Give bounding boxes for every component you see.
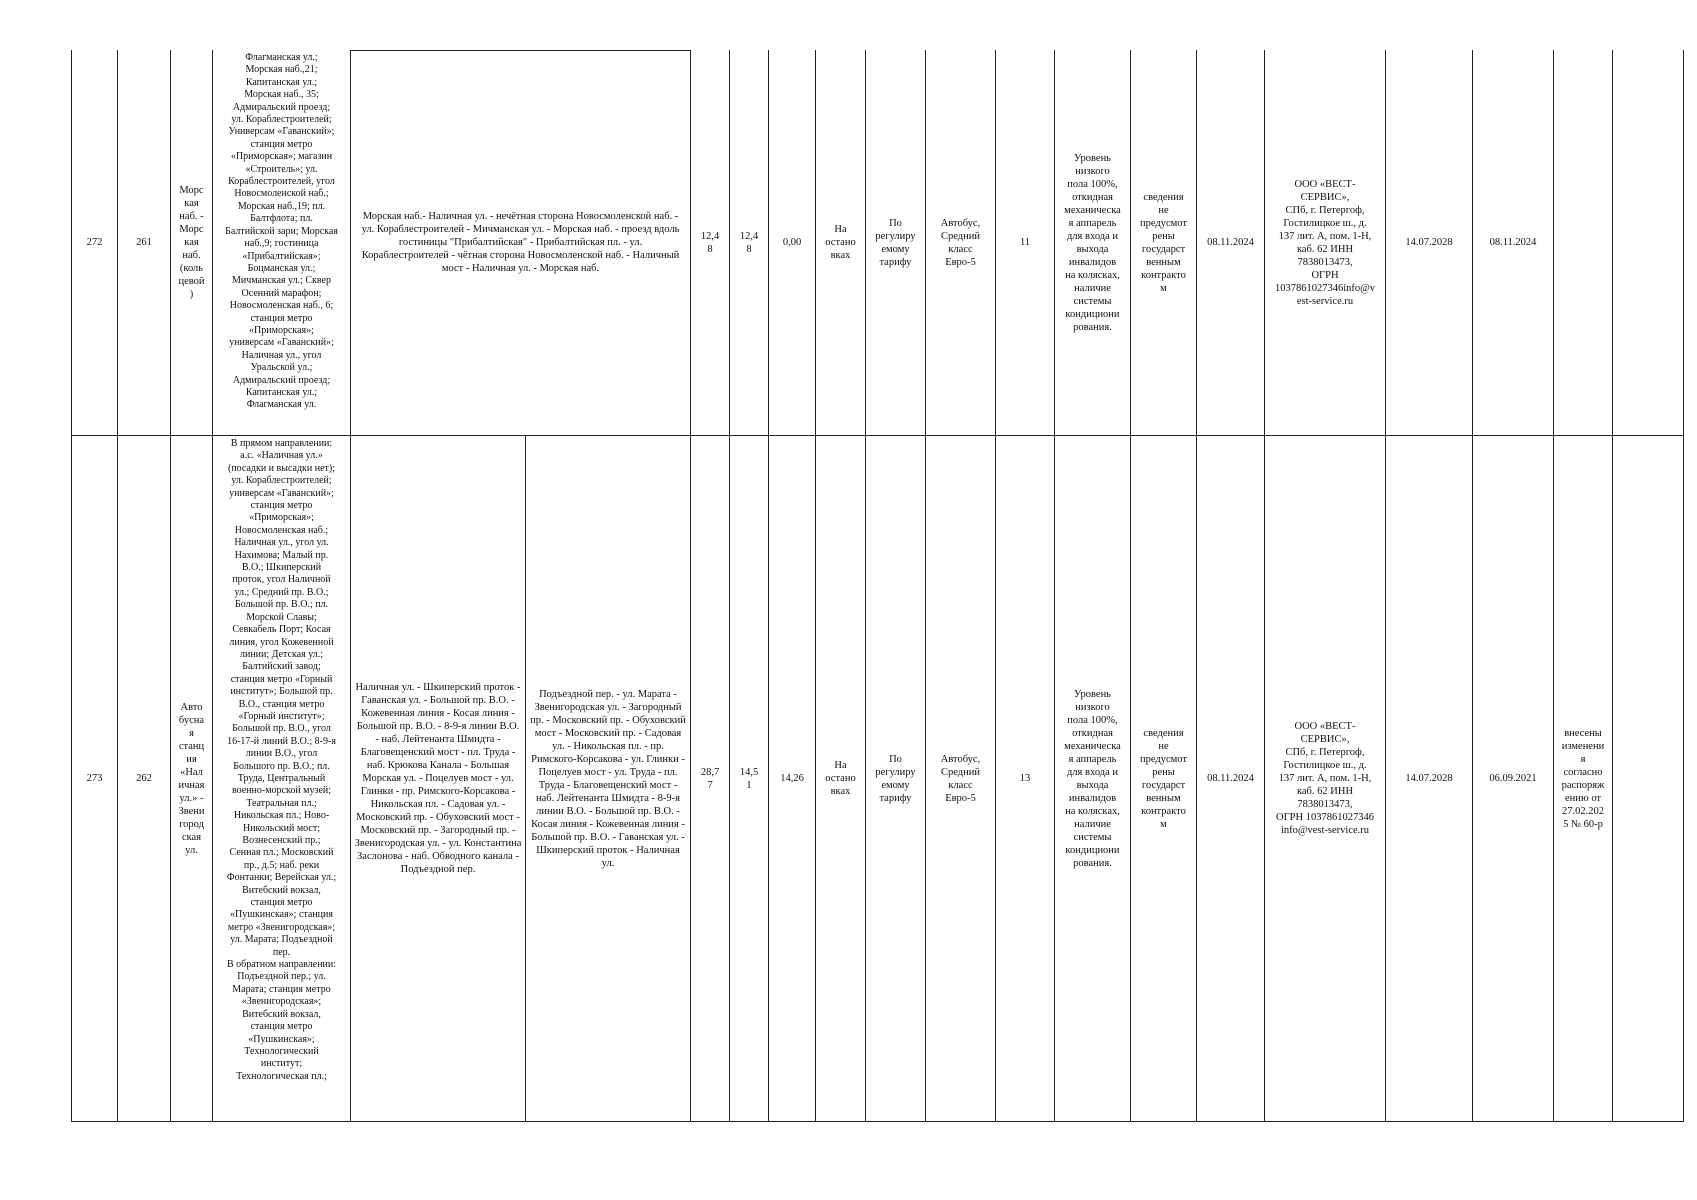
- route-length-backward: 14,26: [780, 773, 804, 784]
- row-number: 273: [86, 773, 103, 784]
- carrier-info: ООО «ВЕСТ- СЕРВИС», СПб, г. Петергоф, Гостилицкое ш., д. 137 лит. А, пом. 1-Н, каб. 62 ИНН 7838013473, ОГРН 1037861027346info@v est-service.ru: [1274, 178, 1376, 307]
- contract-info: сведения не предусмот рены государст венным контракто м: [1140, 727, 1187, 830]
- route-streets: Морская наб.- Наличная ул. - нечётная сторона Новосмоленской наб. - ул. Кораблестроителей - Мичманская ул. - Морская наб. - проезд вдоль гостиницы "Прибалтийская" - Прибалтийская пл. - ул. Кораблестроителей - чётная сторона Новосмоленской наб. - Наличный мост - Наличная ул. - Морская наб.: [361, 211, 680, 274]
- registration-number: 261: [136, 237, 152, 248]
- change-date: 06.09.2021: [1489, 773, 1537, 784]
- route-length-forward: 14,5 1: [739, 766, 759, 791]
- col-line: [1612, 50, 1613, 1122]
- carrier-info: ООО «ВЕСТ- СЕРВИС», СПб, г. Петергоф, Гостилицкое ш., д. 137 лит. А, пом. 1-Н, каб. 62 ИНН 7838013473, ОГРН 1037861027346 info@vest-service.ru: [1276, 721, 1374, 836]
- change-date: 08.11.2024: [1489, 237, 1537, 248]
- vehicle-count: 11: [1019, 237, 1031, 248]
- note: внесены изменени я согласно распоряж ению от 27.02.202 5 № 60-р: [1561, 727, 1605, 830]
- route-length-total: 12,4 8: [700, 230, 720, 255]
- tariff-type: По регулиру емому тарифу: [875, 753, 916, 804]
- route-length-forward: 12,4 8: [739, 230, 759, 255]
- route-name: Морс кая наб. - Морс кая наб. (коль цевой ): [178, 185, 205, 300]
- row-number: 272: [86, 237, 103, 248]
- vehicle-features: Уровень низкого пола 100%, откидная механическа я аппарель для входа и выхода инвалидов на колясках, наличие системы кондициони рования.: [1064, 152, 1121, 333]
- route-length-backward: 0,00: [782, 237, 802, 248]
- end-date: 14.07.2028: [1405, 773, 1453, 784]
- note: [1554, 50, 1612, 435]
- table-bottom-border: [71, 1121, 1684, 1122]
- boarding-mode: На остано вках: [825, 224, 856, 261]
- start-date: 08.11.2024: [1207, 773, 1254, 784]
- tariff-type: По регулиру емому тарифу: [875, 217, 916, 268]
- route-length-total: 28,7 7: [700, 766, 720, 791]
- contract-info: сведения не предусмот рены государст венным контракто м: [1140, 191, 1187, 294]
- end-date: 14.07.2028: [1405, 237, 1453, 248]
- vehicle-class: Автобус, Средний класс Евро-5: [940, 753, 981, 804]
- route-name: Авто бусна я станц ия «Нал ичная ул.» - Звени город ская ул.: [178, 701, 205, 856]
- route-streets-backward: Подъездной пер. - ул. Марата - Звенигородская ул. - Загородный пр. - Московский пр. - Обуховский мост - Московский пр. - Садовая ул. - Никольская пл. - пр. Римского-Корсакова - ул. Глинки - Поцелуев мост - ул. Труда - пл. Труда - Благовещенский мост - наб. Лейтенанта Шмидта - 8-9-я линии В.О. - Большой пр. В.О. - Косая линия - Кожевенная линия - Большой пр. В.О. - Гаванская ул. - Шкиперский проток - Наличная ул.: [530, 688, 686, 869]
- route-streets-forward: Наличная ул. - Шкиперский проток - Гаванская ул. - Большой пр. В.О. - Кожевенная линия - Косая линия - Большой пр. В.О. - 8-9-я линии В.О. - наб. Лейтенанта Шмидта - Благовещенский мост - пл. Труда - наб. Крюкова Канала - Большая Морская ул. - Поцелуев мост - ул. Глинки - пр. Римского-Корсакова - Никольская пл. - Садовая ул. - Московский пр. - Обуховский мост - Московский пр. - Загородный пр. - Звенигородская ул. - ул. Константина Заслонова - наб. Обводного канала - Подъездной пер.: [354, 682, 522, 875]
- boarding-mode: На остано вках: [825, 760, 856, 797]
- stops-list: Флагманская ул.; Морская наб.,21; Капитанская ул.; Морская наб., 35; Адмиральский проезд; ул. Кораблестроителей; Универсам «Гаванский»; станция метро «Приморская»; магазин «Строитель»; ул. Кораблестроителей, угол Новосмоленской наб.; Морская наб.,19; пл. Балтфлота; пл. Балтийской зари; Морская наб.,9; гостиница «Прибалтийская»; Боцманская ул.; Мичманская ул.; Сквер Осенний марафон; Новосмоленская наб., 6; станция метро «Приморская»; универсам «Гаванский»; Наличная ул., угол Уральской ул.; Адмиральский проезд; Капитанская ул.; Флагманская ул.: [225, 52, 338, 411]
- registration-number: 262: [136, 773, 152, 784]
- route-registry-table: [71, 50, 1684, 1122]
- col-line-route-split: [525, 435, 526, 1122]
- vehicle-class: Автобус, Средний класс Евро-5: [940, 217, 981, 268]
- vehicle-features: Уровень низкого пола 100%, откидная механическа я аппарель для входа и выхода инвалидов на колясках, наличие системы кондициони рования.: [1064, 688, 1121, 869]
- stops-list: В прямом направлении: а.с. «Наличная ул.» (посадки и высадки нет); ул. Кораблестроителей; универсам «Гаванский»; станция метро «Приморская»; Новосмоленская наб.; Наличная ул., угол ул. Нахимова; Малый пр. В.О.; Шкиперский проток, угол Наличной ул.; Средний пр. В.О.; Большой пр. В.О.; пл. Морской Славы; Севкабель Порт; Косая линия, угол Кожевенной линии; Детская ул.; Балтийский завод; станция метро «Горный институт»; Большой пр. В.О., станция метро «Горный институт»; Большой пр. В.О., угол 16-17-й линий В.О.; 8-9-я линии В.О., угол Большого пр. В.О.; пл. Труда, Центральный военно-морской музей; Театральная пл.; Никольская пл.; Ново- Никольский мост; Вознесенский пр.; Сенная пл.; Московский пр., д.5; наб. реки Фонтанки; Верейская ул.; Витебский вокзал, станция метро «Пушкинская»; станция метро «Звенигородская»; ул. Марата; Подъездной пер. В обратном направлении: Подъездной пер.; ул. Марата; станция метро «Звенигородская»; Витебский вокзал, станция метро «Пушкинская»; Технологический институт; Технологическая пл.;: [226, 438, 337, 1082]
- vehicle-count: 13: [1019, 773, 1031, 784]
- col-line: [1683, 50, 1684, 1122]
- start-date: 08.11.2024: [1207, 237, 1254, 248]
- col-line: [350, 50, 351, 1122]
